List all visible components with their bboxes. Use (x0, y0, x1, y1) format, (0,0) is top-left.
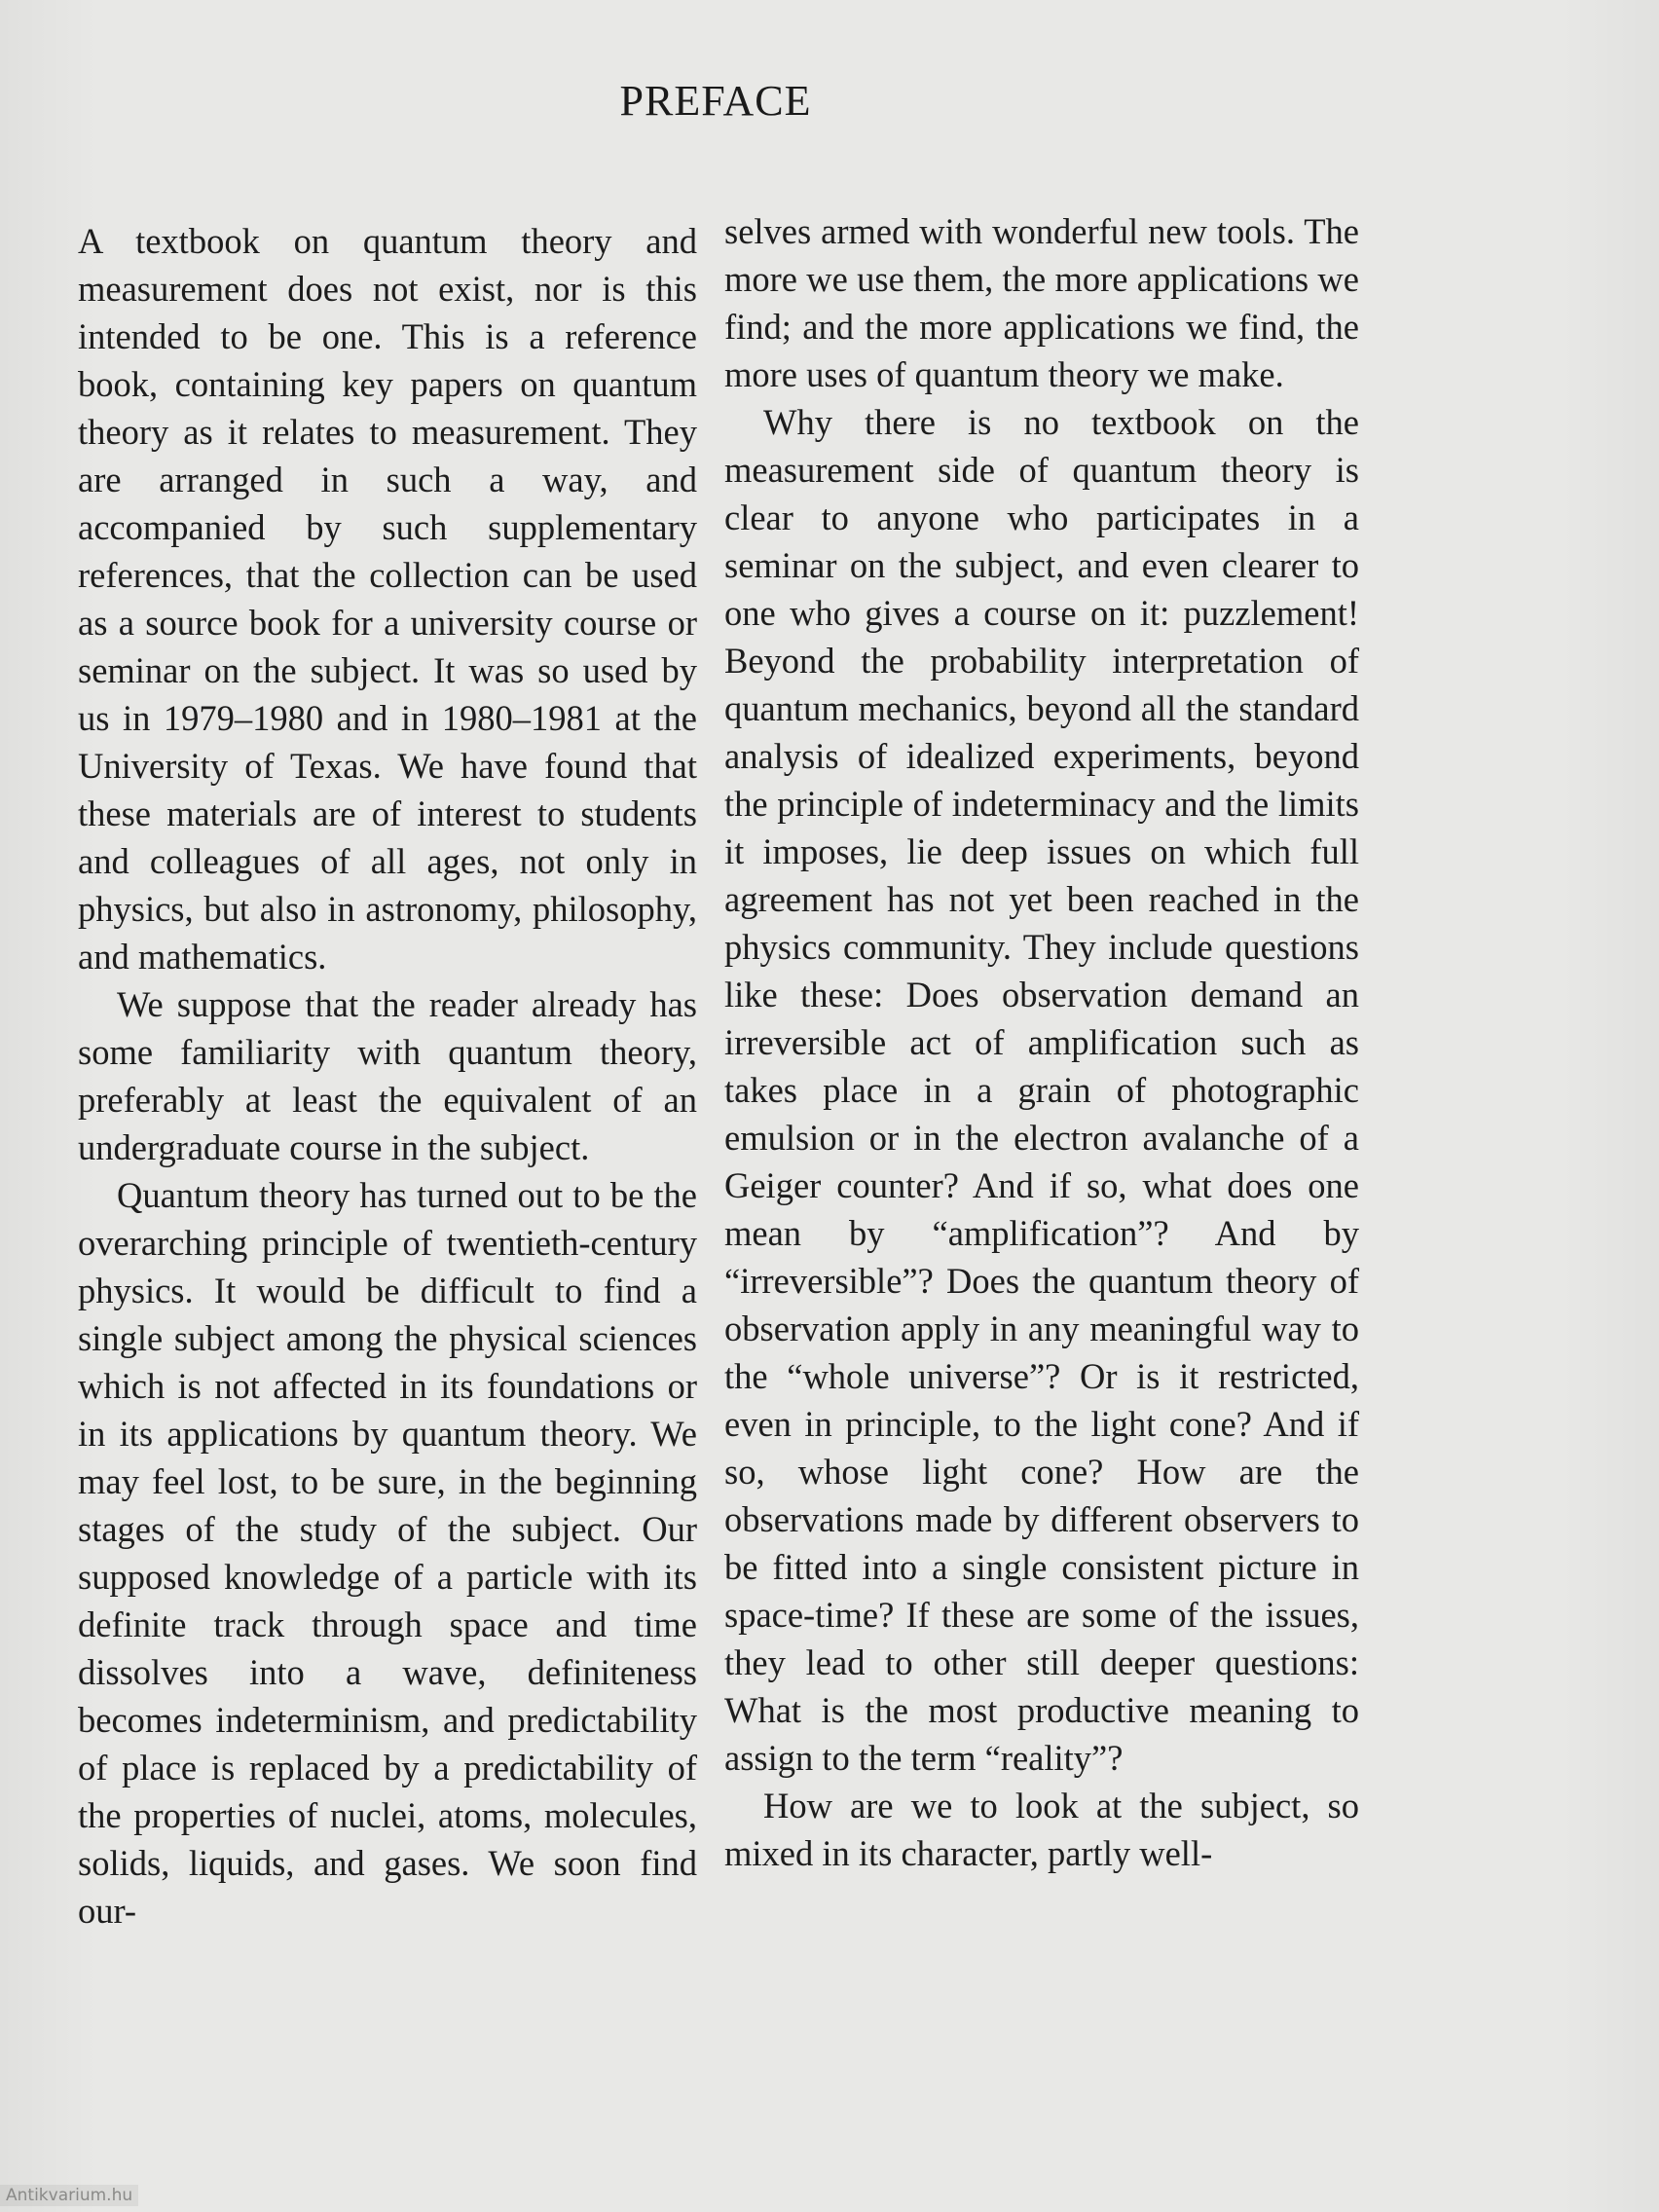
paragraph: Quantum theory has turned out to be the overarching principle of twentieth-century physics. It would be difficult to find a single subject among the physical sciences which is not affected in its foundations or in its applications by quantum theory. We may feel lost, to be sure, in the beginning stages of the study of the subject. Our supposed knowledge of a particle with its definite track through space and time dissolves into a wave, definiteness becomes indeterminism, and predictability of place is replaced by a predictability of the properties of nuclei, atoms, molecules, solids, liquids, and gases. We soon find our- (78, 1175, 697, 1931)
page-title: PREFACE (619, 77, 812, 125)
paragraph: We suppose that the reader already has some familiarity with quantum theory, preferably at least the equivalent of an undergraduate course in the subject. (78, 984, 697, 1167)
paragraph: Why there is no textbook on the measurement side of quantum theory is clear to anyone who participates in a seminar on the subject, and even clearer to one who gives a course on it: puzzlement! Beyond the probability interpretation of quantum mechanics, beyond all the standard analysis of idealized experiments, beyond the principle of indeterminacy and the limits it imposes, lie deep issues on which full agreement has not yet been reached in the physics community. They include questions like these: Does observation demand an irreversible act of amplification such as takes place in a grain of photographic emulsion or in the electron avalanche of a Geiger counter? And if so, what does one mean by “amplification”? And by “irreversible”? Does the quantum theory of observation apply in any meaningful way to the “whole universe”? Or is it restricted, even in principle, to the light cone? And if so, whose light cone? How are the observations made by different observers to be fitted into a single consistent picture in space-time? If these are some of the issues, they lead to other still deeper questions: What is the most productive meaning to assign to the term “reality”? (724, 402, 1359, 1778)
left-text-column (78, 217, 697, 1935)
right-text-column (724, 207, 1359, 1877)
paragraph: selves armed with wonderful new tools. The more we use them, the more applications we find; and the more applications we find, the more uses of quantum theory we make. (724, 211, 1359, 394)
watermark-label: Antikvarium.hu (0, 2185, 138, 2206)
paragraph: How are we to look at the subject, so mixed in its character, partly well- (724, 1786, 1359, 1873)
paragraph: A textbook on quantum theory and measurement does not exist, nor is this intended to be one. This is a reference book, containing key papers on quantum theory as it relates to measurement. They are arranged in such a way, and accompanied by such supplementary references, that the collection can be used as a source book for a university course or seminar on the subject. It was so used by us in 1979–1980 and in 1980–1981 at the University of Texas. We have found that these materials are of interest to students and colleagues of all ages, not only in physics, but also in astronomy, philosophy, and mathematics. (78, 221, 697, 977)
